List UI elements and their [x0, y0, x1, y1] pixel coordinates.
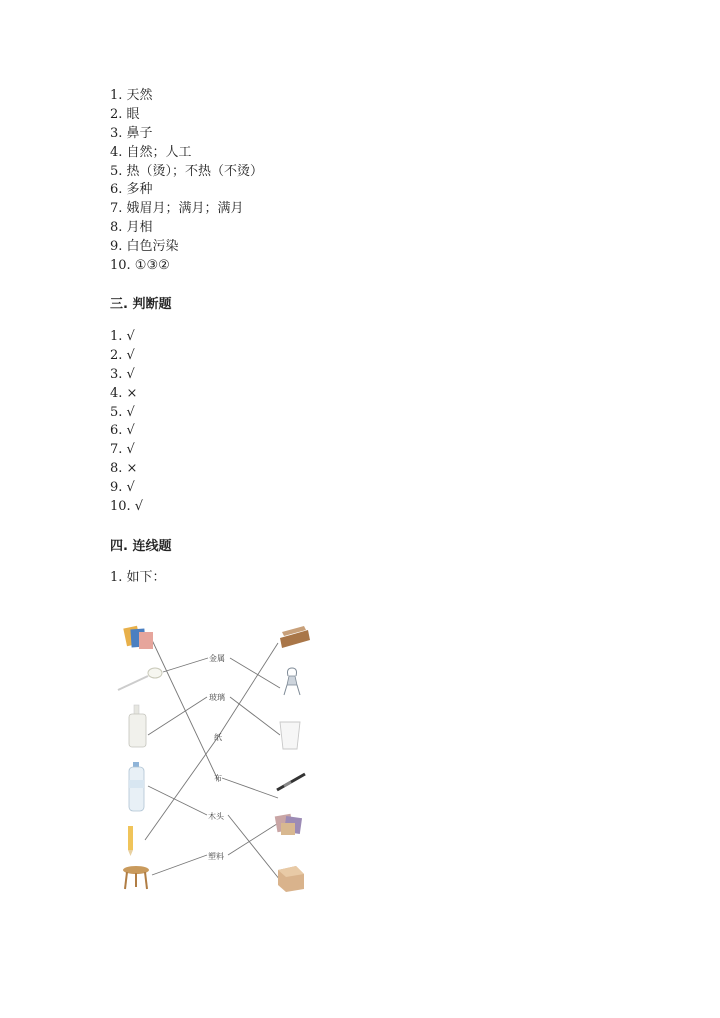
fill-answer-1: 1. 天然	[110, 88, 153, 103]
line-metal-to-clip	[230, 658, 280, 688]
wooden-stool-icon	[123, 866, 149, 889]
judge-answer-9: 9. √	[110, 480, 135, 495]
line-wood-to-block	[228, 815, 280, 880]
colored-papers-icon	[123, 626, 153, 649]
fill-answer-9: 9. 白色污染	[110, 239, 179, 254]
judge-answer-8: 8. ×	[110, 461, 138, 476]
judge-answer-5: 5. √	[110, 405, 135, 420]
fill-answer-3: 3. 鼻子	[110, 126, 153, 141]
line-plastic-to-cloth	[228, 822, 280, 855]
line-spoon-to-metal	[163, 658, 208, 672]
line-stool-to-plastic	[152, 855, 207, 875]
material-label-plastic: 塑料	[208, 852, 224, 861]
cloth-icon	[275, 814, 302, 835]
binder-clip-icon	[284, 668, 300, 695]
wood-block-icon	[278, 866, 304, 892]
material-label-cloth: 布	[214, 774, 222, 783]
judge-answer-2: 2. √	[110, 348, 135, 363]
connection-lines	[145, 640, 280, 880]
pencil-icon	[128, 826, 133, 856]
glass-cup-icon	[280, 722, 300, 749]
fill-answer-5: 5. 热（烫）；不热（不烫）	[110, 164, 264, 179]
fill-answer-2: 2. 眼	[110, 107, 140, 122]
judge-answer-1: 1. √	[110, 329, 135, 344]
judge-answer-10: 10. √	[110, 499, 144, 514]
judge-answer-6: 6. √	[110, 423, 135, 438]
fill-answer-7: 7. 娥眉月；满月；满月	[110, 201, 244, 216]
material-label-paper: 纸	[214, 733, 222, 742]
fill-answer-6: 6. 多种	[110, 182, 153, 197]
line-cloth-to-pen	[222, 778, 278, 798]
match-intro: 1. 如下：	[110, 570, 166, 585]
match-heading: 四. 连线题	[110, 539, 172, 554]
judge-answer-7: 7. √	[110, 442, 135, 457]
material-label-wood: 木头	[208, 812, 224, 821]
judge-heading: 三. 判断题	[110, 297, 172, 312]
fill-answer-4: 4. 自然；人工	[110, 145, 192, 160]
line-bottle-to-glass	[148, 697, 207, 735]
line-pencil-to-paper	[145, 737, 218, 840]
fill-answer-8: 8. 月相	[110, 220, 153, 235]
line-paper-to-board	[218, 643, 278, 737]
fill-answer-10: 10. ①③②	[110, 258, 170, 273]
line-glass-to-cup	[230, 697, 280, 735]
material-label-glass: 玻璃	[209, 693, 225, 702]
material-label-metal: 金属	[209, 654, 225, 663]
spoon-icon	[118, 668, 162, 690]
judge-answer-4: 4. ×	[110, 386, 138, 401]
judge-answer-3: 3. √	[110, 367, 135, 382]
line-plastic-bottle-to-wood	[148, 786, 207, 815]
wood-board-icon	[280, 626, 310, 648]
glass-bottle-icon	[129, 705, 146, 747]
plastic-bottle-icon	[129, 762, 144, 811]
pen-icon	[277, 774, 305, 790]
